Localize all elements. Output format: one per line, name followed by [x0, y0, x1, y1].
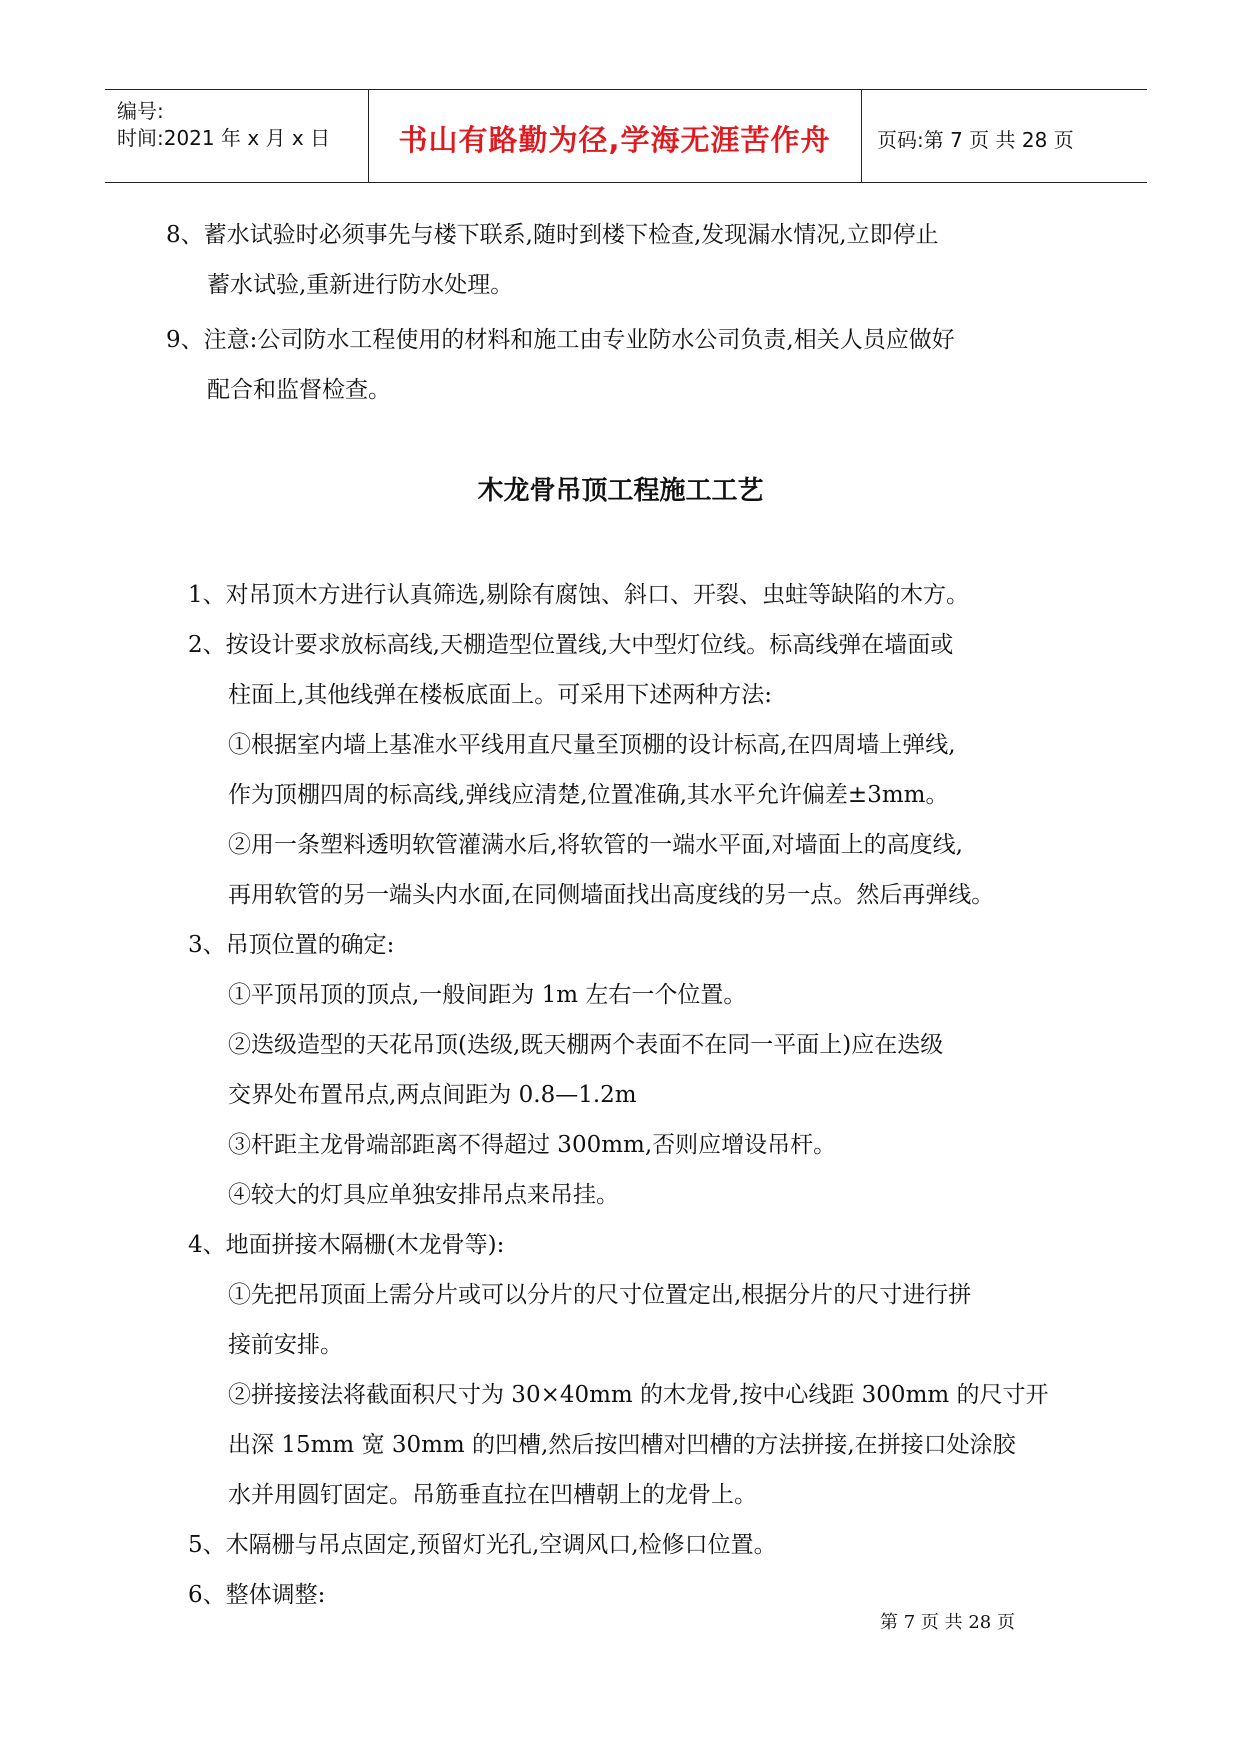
section-title: 木龙骨吊顶工程施工工艺	[477, 476, 764, 506]
assembly-2-line-1: ②拼接接法将截面积尺寸为 30×40mm 的木龙骨,按中心线距 300mm 的尺寸开	[228, 1382, 1049, 1408]
step-2-line-2: 柱面上,其他线弹在楼板底面上。可采用下述两种方法:	[228, 682, 773, 708]
header-page-code: 页码:第 7 页 共 28 页	[877, 128, 1074, 152]
page-header	[105, 89, 1147, 183]
assembly-1-line-1: ①先把吊顶面上需分片或可以分片的尺寸位置定出,根据分片的尺寸进行拼	[228, 1282, 972, 1308]
step-2-line-1: 2、按设计要求放标高线,天棚造型位置线,大中型灯位线。标高线弹在墙面或	[188, 632, 954, 658]
step-4: 4、地面拼接木隔栅(木龙骨等):	[188, 1232, 505, 1258]
header-slogan: 书山有路勤为径,学海无涯苦作舟	[398, 123, 831, 157]
step-5: 5、木隔栅与吊点固定,预留灯光孔,空调风口,检修口位置。	[188, 1532, 777, 1558]
point-2-line-1: ②迭级造型的天花吊顶(迭级,既天棚两个表面不在同一平面上)应在迭级	[228, 1032, 944, 1058]
header-slogan-cell	[368, 90, 862, 182]
assembly-2-line-2: 出深 15mm 宽 30mm 的凹槽,然后按凹槽对凹槽的方法拼接,在拼接口处涂胶	[228, 1432, 1016, 1458]
step-1: 1、对吊顶木方进行认真筛选,剔除有腐蚀、斜口、开裂、虫蛀等缺陷的木方。	[188, 582, 969, 608]
assembly-2-line-3: 水并用圆钉固定。吊筋垂直拉在凹槽朝上的龙骨上。	[228, 1482, 757, 1508]
point-3: ③杆距主龙骨端部距离不得超过 300mm,否则应增设吊杆。	[228, 1132, 837, 1158]
page-footer: 第 7 页 共 28 页	[880, 1612, 1015, 1633]
point-2-line-2: 交界处布置吊点,两点间距为 0.8—1.2m	[228, 1082, 637, 1108]
list-item-8-line-1: 8、蓄水试验时必须事先与楼下联系,随时到楼下检查,发现漏水情况,立即停止	[166, 222, 939, 248]
assembly-1-line-2: 接前安排。	[228, 1332, 343, 1358]
time-label: 时间:2021 年 x 月 x 日	[117, 126, 331, 150]
step-6: 6、整体调整:	[188, 1582, 326, 1608]
list-item-8-line-2: 蓄水试验,重新进行防水处理。	[207, 272, 514, 298]
method-2-line-2: 再用软管的另一端头内水面,在同侧墙面找出高度线的另一点。然后再弹线。	[228, 882, 995, 908]
method-2-line-1: ②用一条塑料透明软管灌满水后,将软管的一端水平面,对墙面上的高度线,	[228, 832, 963, 858]
serial-label: 编号:	[117, 99, 164, 123]
point-1: ①平顶吊顶的顶点,一般间距为 1m 左右一个位置。	[228, 982, 747, 1008]
list-item-9-line-1: 9、注意:公司防水工程使用的材料和施工由专业防水公司负责,相关人员应做好	[166, 327, 955, 353]
method-1-line-1: ①根据室内墙上基准水平线用直尺量至顶棚的设计标高,在四周墙上弹线,	[228, 732, 956, 758]
header-meta-cell	[105, 90, 369, 182]
method-1-line-2: 作为顶棚四周的标高线,弹线应清楚,位置准确,其水平允许偏差±3mm。	[228, 782, 949, 808]
header-page-cell	[861, 90, 1147, 182]
point-4: ④较大的灯具应单独安排吊点来吊挂。	[228, 1182, 619, 1208]
list-item-9-line-2: 配合和监督检查。	[207, 377, 391, 403]
step-3: 3、吊顶位置的确定:	[188, 932, 395, 958]
